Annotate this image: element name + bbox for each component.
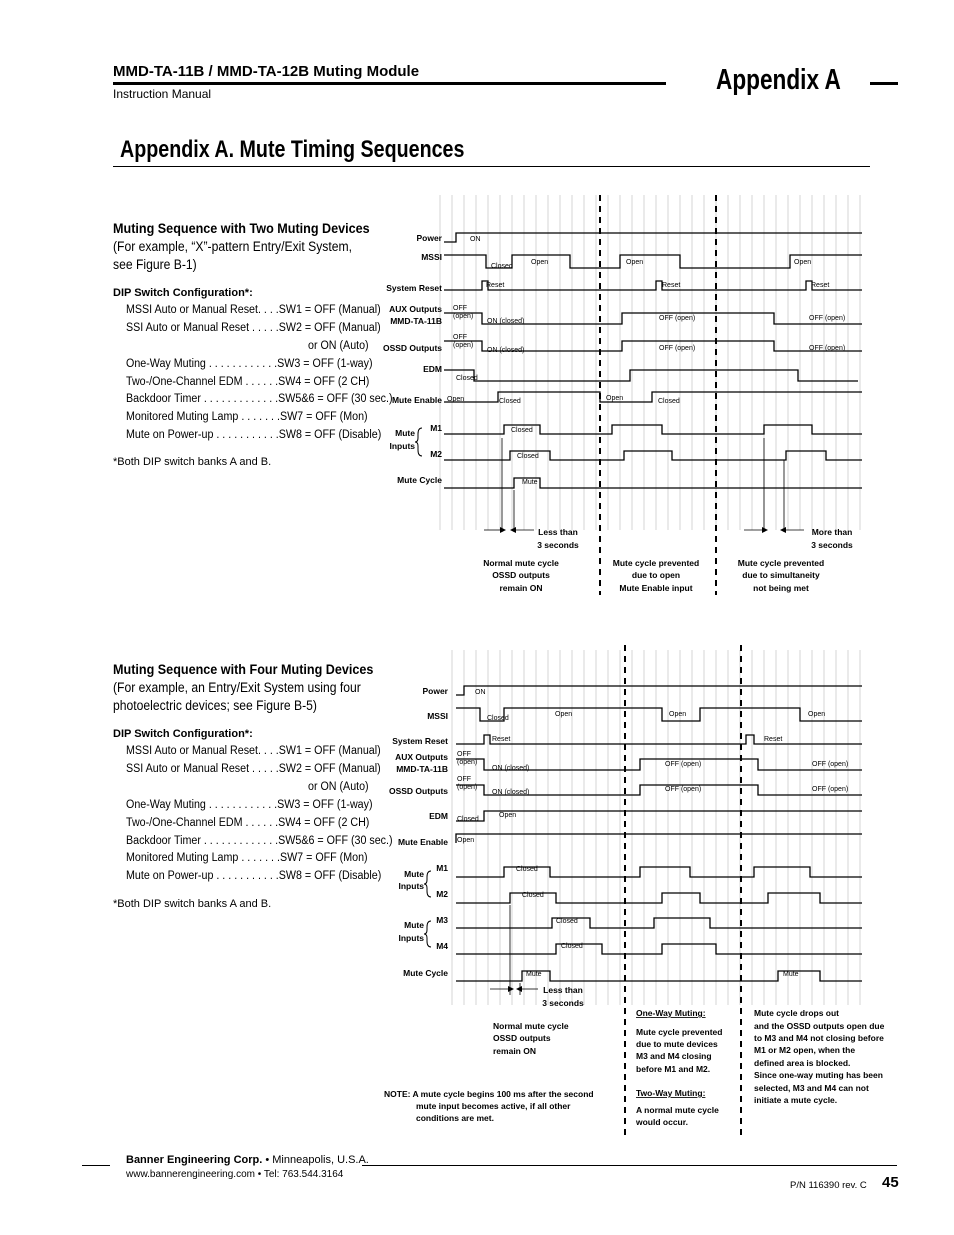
label-power: Power — [416, 233, 442, 243]
label-power: Power — [422, 686, 448, 696]
state-label: Closed — [511, 427, 533, 434]
drop-line: Since one-way muting has been — [754, 1070, 883, 1080]
state-label: OFF (open) — [812, 786, 849, 793]
seq1-title: Muting Sequence with Two Muting Devices — [113, 220, 370, 236]
state-label: Open — [447, 396, 465, 403]
arrow-left-icon — [780, 527, 786, 533]
state-label: OFF — [457, 776, 471, 783]
timing-label: 3 seconds — [542, 998, 584, 1008]
drop-line: initiate a mute cycle. — [754, 1095, 838, 1105]
seq1-dip-line: Mute on Power-up . . . . . . . . . . .SW8 = OFF (Disable) — [126, 429, 382, 441]
footer-company — [126, 1154, 369, 1166]
label-mute-cycle: Mute Cycle — [403, 968, 448, 978]
state-label: Open — [499, 812, 517, 819]
section-rule — [113, 166, 870, 167]
seq1-dip-line: One-Way Muting . . . . . . . . . . . .SW3 = OFF (1-way) — [126, 358, 373, 370]
state-label: OFF (open) — [659, 345, 696, 352]
footer-website: www.bannerengineering.com • Tel: 763.544.3164 — [126, 1169, 344, 1180]
state-label: OFF (open) — [665, 786, 702, 793]
seq1-dip-line: or ON (Auto) — [308, 340, 369, 352]
seq1-dip-line: SSI Auto or Manual Reset . . . . .SW2 = OFF (Manual) — [126, 322, 381, 334]
seq2-dip-title: DIP Switch Configuration*: — [113, 728, 253, 740]
oneway-line: due to mute devices — [636, 1039, 718, 1049]
label-m1: M1 — [430, 423, 442, 433]
state-label: Closed — [457, 816, 479, 823]
inputs-brace-2 — [424, 921, 431, 947]
state-label: OFF (open) — [665, 761, 702, 768]
company-name: Banner Engineering Corp. — [126, 1154, 263, 1166]
label-edm: EDM — [423, 364, 442, 374]
oneway-line: before M1 and M2. — [636, 1064, 711, 1074]
label-mssi: MSSI — [427, 711, 448, 721]
caption: OSSD outputs — [493, 1033, 551, 1043]
caption: Mute cycle prevented — [737, 558, 825, 568]
state-label: Closed — [561, 943, 583, 950]
state-label: Mute — [783, 971, 799, 978]
seq2-dip-line: Two-/One-Channel EDM . . . . . .SW4 = OFF (2 CH) — [126, 817, 370, 829]
company-location: • Minneapolis, U.S.A. — [262, 1154, 369, 1166]
label-m2: M2 — [430, 449, 442, 459]
seq1-dip-line: Backdoor Timer . . . . . . . . . . . . .SW5&6 = OFF (30 sec.) — [126, 393, 393, 405]
seq2-dip-line: One-Way Muting . . . . . . . . . . . .SW3 = OFF (1-way) — [126, 799, 373, 811]
label-m3: M3 — [436, 915, 448, 925]
arrow-left-icon — [516, 986, 522, 992]
drop-line: selected, M3 and M4 can not — [754, 1083, 869, 1093]
state-label: Closed — [491, 263, 513, 270]
state-label: Open — [669, 711, 687, 718]
seq2-dip-line: MSSI Auto or Manual Reset. . . .SW1 = OFF (Manual) — [126, 745, 381, 757]
seq2-desc-line1: (For example, an Entry/Exit System using four — [113, 680, 361, 695]
state-label: Open — [626, 259, 644, 266]
state-label: OFF — [457, 751, 471, 758]
state-label: (open) — [453, 313, 474, 320]
drop-line: defined area is blocked. — [754, 1058, 851, 1068]
state-label: Closed — [658, 398, 680, 405]
caption: due to simultaneity — [742, 570, 820, 580]
label-mute: Mute — [404, 869, 424, 879]
footer-rule-main — [362, 1165, 897, 1166]
twoway-heading: Two-Way Muting: — [636, 1088, 706, 1098]
state-label: Reset — [492, 736, 511, 743]
state-label: Open — [808, 711, 826, 718]
label-system-reset: System Reset — [386, 283, 442, 293]
timing-label: Less than — [543, 985, 583, 995]
label-mute: Mute — [395, 428, 415, 438]
caption: Normal mute cycle — [493, 1021, 569, 1031]
state-label: (open) — [453, 342, 474, 349]
seq2-footnote: *Both DIP switch banks A and B. — [113, 898, 272, 910]
label-m2: M2 — [436, 889, 448, 899]
drop-line: M1 or M2 open, when the — [754, 1045, 856, 1055]
caption: Normal mute cycle — [483, 558, 559, 568]
seq1-dip-line: Monitored Muting Lamp . . . . . . .SW7 = OFF (Mon) — [126, 411, 368, 423]
state-label: Open — [457, 837, 475, 844]
state-label: Closed — [487, 715, 509, 722]
seq2-dip-line: SSI Auto or Manual Reset . . . . .SW2 = OFF (Manual) — [126, 763, 381, 775]
drop-line: to M3 and M4 not closing before — [754, 1033, 884, 1043]
label-inputs: Inputs — [389, 441, 415, 451]
label-ossd-outputs: OSSD Outputs — [382, 343, 442, 353]
timing-diagram-two-devices — [380, 190, 870, 610]
arrow-right-icon — [762, 527, 768, 533]
appendix-heading: Appendix A — [716, 64, 841, 96]
caption: due to open — [631, 570, 681, 580]
label-aux-outputs: AUX Outputs — [389, 304, 442, 314]
state-label: OFF — [453, 334, 467, 341]
state-label: Open — [606, 395, 624, 402]
label-inputs: Inputs — [398, 881, 424, 891]
state-label: ON (closed) — [492, 789, 530, 796]
state-label: Mute — [526, 971, 542, 978]
state-label: (open) — [457, 784, 478, 791]
seq2-title: Muting Sequence with Four Muting Devices — [113, 661, 374, 677]
oneway-heading: One-Way Muting: — [636, 1008, 706, 1018]
state-label: OFF (open) — [809, 315, 846, 322]
label-m4: M4 — [436, 941, 448, 951]
state-label: Closed — [516, 866, 538, 873]
seq2-dip-line: Backdoor Timer . . . . . . . . . . . . .SW5&6 = OFF (30 sec.) — [126, 835, 393, 847]
header-rule-left — [113, 82, 666, 85]
seq1-dip-title: DIP Switch Configuration*: — [113, 287, 253, 299]
note-line: conditions are met. — [416, 1113, 494, 1123]
document-subtitle: Instruction Manual — [113, 87, 212, 101]
caption: Mute Enable input — [619, 583, 693, 593]
state-label: Mute — [522, 479, 538, 486]
state-label: Closed — [499, 398, 521, 405]
timing-label: 3 seconds — [811, 540, 853, 550]
seq1-footnote: *Both DIP switch banks A and B. — [113, 456, 272, 468]
arrow-right-icon — [500, 527, 506, 533]
state-label: Reset — [811, 282, 830, 289]
label-aux-outputs: AUX Outputs — [395, 752, 448, 762]
signal-waveforms — [456, 686, 862, 981]
state-label: OFF (open) — [659, 315, 696, 322]
state-label: Closed — [522, 892, 544, 899]
state-label: Reset — [764, 736, 783, 743]
seq1-dip-line: MSSI Auto or Manual Reset. . . .SW1 = OFF (Manual) — [126, 304, 381, 316]
oneway-line: M3 and M4 closing — [636, 1051, 712, 1061]
state-label: OFF (open) — [812, 761, 849, 768]
arrow-right-icon — [508, 986, 514, 992]
label-aux-model: MMD-TA-11B — [396, 764, 448, 774]
page-number: 45 — [882, 1174, 899, 1191]
label-aux-model: MMD-TA-11B — [390, 316, 442, 326]
state-label: Closed — [456, 375, 478, 382]
drop-line: and the OSSD outputs open due — [754, 1021, 885, 1031]
state-label: Reset — [486, 282, 505, 289]
seq2-dip-line: or ON (Auto) — [308, 781, 369, 793]
label-system-reset: System Reset — [392, 736, 448, 746]
twoway-line: A normal mute cycle — [636, 1105, 719, 1115]
seq1-desc-line1: (For example, “X”-pattern Entry/Exit System, — [113, 239, 353, 254]
state-label: ON — [475, 689, 486, 696]
footer-rule-left — [82, 1165, 110, 1166]
timing-diagram-four-devices — [380, 645, 885, 1140]
note-line: NOTE: A mute cycle begins 100 ms after the second — [384, 1089, 594, 1099]
state-label: Closed — [556, 918, 578, 925]
grid-lines — [452, 650, 860, 1005]
signal-waveforms — [444, 233, 862, 488]
note-line: mute input becomes active, if all other — [416, 1101, 571, 1111]
label-mute: Mute — [404, 920, 424, 930]
caption: Mute cycle prevented — [612, 558, 700, 568]
seq1-dip-line: Two-/One-Channel EDM . . . . . .SW4 = OFF (2 CH) — [126, 376, 370, 388]
label-edm: EDM — [429, 811, 448, 821]
section-title: Appendix A. Mute Timing Sequences — [120, 136, 465, 163]
state-label: Open — [531, 259, 549, 266]
timing-label: Less than — [538, 527, 578, 537]
state-label: ON (closed) — [492, 765, 530, 772]
state-label: OFF — [453, 305, 467, 312]
state-label: Open — [794, 259, 812, 266]
seq2-dip-line: Mute on Power-up . . . . . . . . . . .SW8 = OFF (Disable) — [126, 870, 382, 882]
caption: remain ON — [493, 1046, 536, 1056]
seq2-desc-line2: photoelectric devices; see Figure B-5) — [113, 698, 317, 713]
label-ossd-outputs: OSSD Outputs — [388, 786, 448, 796]
twoway-line: would occur. — [636, 1117, 688, 1127]
state-label: ON — [470, 236, 481, 243]
document-title: MMD-TA-11B / MMD-TA-12B Muting Module — [113, 63, 420, 80]
inputs-brace — [415, 428, 422, 456]
state-label: (open) — [457, 759, 478, 766]
seq1-desc-line2: see Figure B-1) — [113, 257, 197, 272]
oneway-line: Mute cycle prevented — [636, 1027, 723, 1037]
caption: OSSD outputs — [492, 570, 550, 580]
footer-part-number: P/N 116390 rev. C — [790, 1180, 867, 1191]
label-mute-enable: Mute Enable — [397, 837, 448, 847]
label-mute-enable: Mute Enable — [391, 395, 442, 405]
state-label: Reset — [662, 282, 681, 289]
label-mssi: MSSI — [421, 252, 442, 262]
arrow-left-icon — [510, 527, 516, 533]
grid-lines — [440, 195, 860, 530]
timing-label: 3 seconds — [537, 540, 579, 550]
state-label: Closed — [517, 453, 539, 460]
state-label: ON (closed) — [487, 347, 525, 354]
header-rule-right — [870, 82, 898, 85]
caption: remain ON — [499, 583, 543, 593]
state-label: ON (closed) — [487, 318, 525, 325]
state-label: Open — [555, 711, 573, 718]
label-m1: M1 — [436, 863, 448, 873]
timing-label: More than — [811, 527, 853, 537]
label-inputs: Inputs — [398, 933, 424, 943]
caption: not being met — [753, 583, 809, 593]
label-mute-cycle: Mute Cycle — [397, 475, 442, 485]
inputs-brace-1 — [424, 871, 431, 897]
drop-line: Mute cycle drops out — [754, 1008, 840, 1018]
state-label: OFF (open) — [809, 345, 846, 352]
seq2-dip-line: Monitored Muting Lamp . . . . . . .SW7 = OFF (Mon) — [126, 852, 368, 864]
